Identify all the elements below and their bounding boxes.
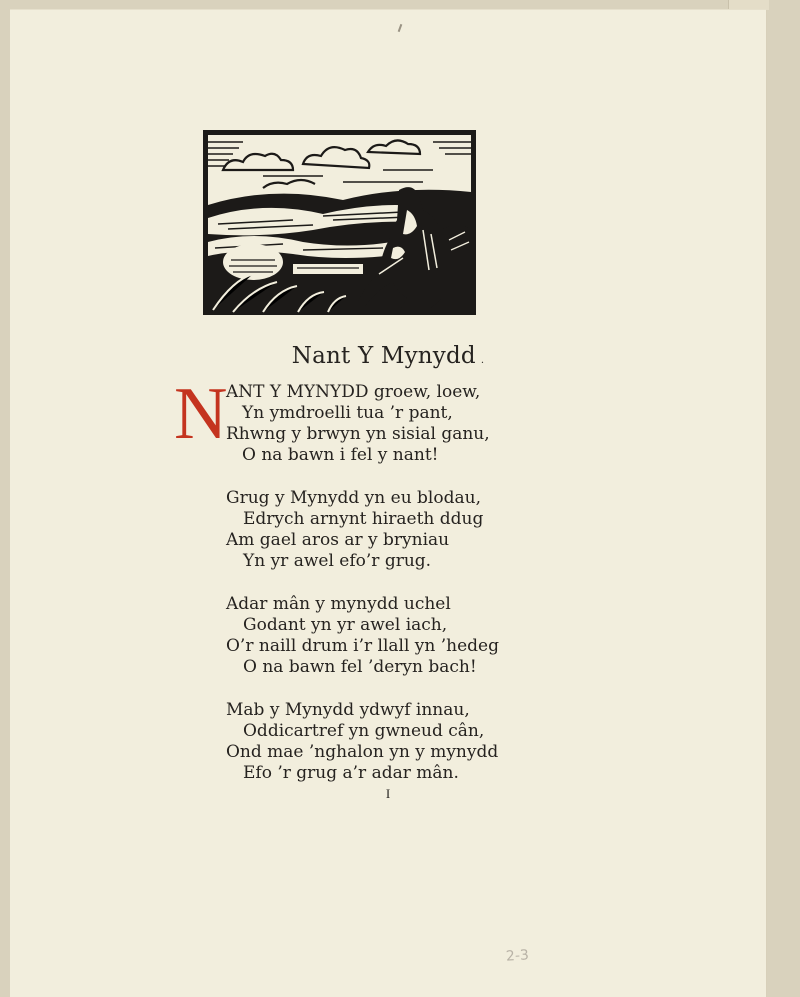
stanza-3	[180, 594, 540, 678]
woodcut-landscape-seated-figure-icon	[203, 130, 476, 315]
stanza-2	[180, 488, 540, 572]
stanza-4	[180, 700, 540, 784]
pencil-annotation: 2-3	[505, 947, 530, 965]
poem-line: Edrych arnynt hiraeth ddug	[243, 509, 484, 529]
title-mark: .	[480, 355, 485, 366]
poem-line: Grug y Mynydd yn eu blodau,	[226, 488, 481, 508]
paper-speck	[398, 24, 403, 32]
page-corner-tab	[728, 0, 769, 10]
poem-line: Godant yn yr awel iach,	[243, 615, 448, 635]
poem-line: Efo ’r grug a’r adar mân.	[243, 763, 459, 783]
stanza-1	[180, 382, 540, 466]
drop-cap: N	[174, 373, 226, 455]
poem-line: Am gael aros ar y bryniau	[226, 530, 450, 550]
poem-line: Adar mân y mynydd uchel	[226, 594, 451, 614]
page-number: I	[385, 786, 391, 801]
poem-line: O na bawn fel ’deryn bach!	[243, 657, 477, 677]
poem-line: O’r naill drum i’r llall yn ’hedeg	[226, 636, 500, 656]
poem-line: Yn yr awel efo’r grug.	[243, 551, 432, 571]
poem-line: ANT Y MYNYDD groew, loew,	[226, 382, 481, 402]
poem-line: O na bawn i fel y nant!	[242, 445, 439, 465]
poem-line: Yn ymdroelli tua ’r pant,	[242, 403, 453, 423]
poem-title-text: Nant Y Mynydd	[291, 343, 476, 369]
book-page	[10, 10, 766, 997]
poem-line: Ond mae ’nghalon yn y mynydd	[226, 742, 499, 762]
poem-body	[174, 373, 540, 806]
poem-line: Mab y Mynydd ydwyf innau,	[226, 700, 470, 720]
poem-line: Oddicartref yn gwneud cân,	[243, 721, 485, 741]
poem-line: Rhwng y brwyn yn sisial ganu,	[226, 424, 490, 444]
poem-title	[10, 343, 766, 369]
